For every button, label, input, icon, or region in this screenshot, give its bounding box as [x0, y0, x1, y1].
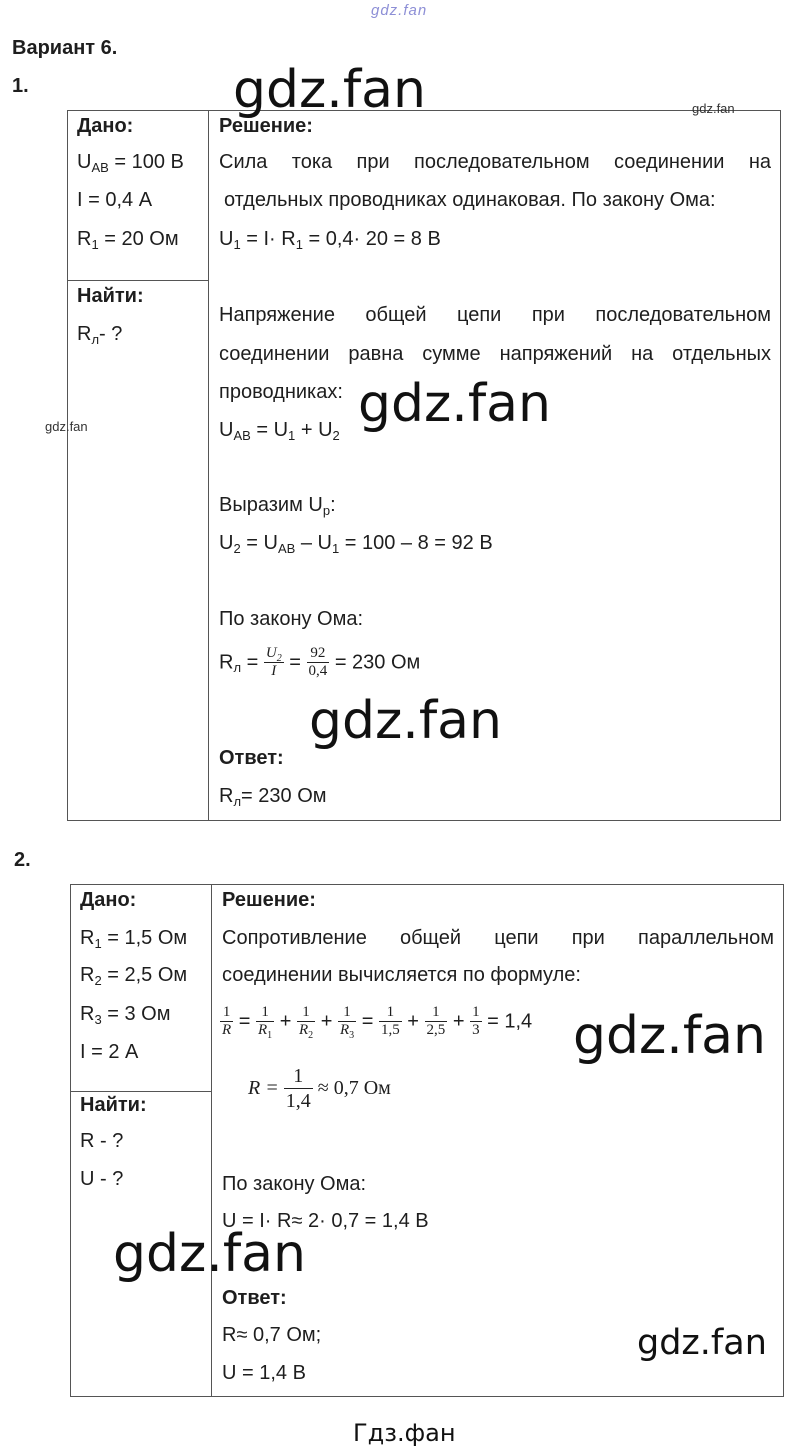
problem-2-number: 2.	[14, 849, 31, 871]
p1-given-uab: $U_{AB} = 100$ В	[77, 151, 184, 175]
p2-eq3: U = I· R≈ 2· 0,7 = 1,4 В	[222, 1210, 429, 1232]
p2-given-r3: $R_3 = 3$ Ом	[80, 1003, 171, 1027]
watermark-3: gdz.fan	[309, 691, 502, 751]
p1-given-i: I = 0,4 А	[77, 189, 153, 211]
p2-answer-2: U = 1,4 В	[222, 1362, 306, 1384]
p2-line3: По закону Ома:	[222, 1173, 367, 1195]
p2-given-r2: $R_2 = 2,5$ Ом	[80, 964, 188, 988]
p2-eq2: R = $\frac{1}{1,4}$ ≈ 0,7 Ом	[248, 1065, 391, 1112]
p2-find-r: R - ?	[80, 1130, 124, 1152]
p1-fraction-92-04: $\frac{92}{0,4}$	[308, 645, 328, 679]
p1-line3: Напряжение общей цепи при последовательном	[219, 304, 771, 326]
watermark-1: gdz.fan	[233, 60, 426, 120]
p1-line6: Выразим $U_р$:	[219, 494, 336, 518]
p2-answer-label: Ответ:	[222, 1287, 287, 1309]
p2-find-label: Найти:	[80, 1094, 147, 1116]
p1-eq3: $U_2 = U_{AB} - U_1 = 100 - 8 = 92$ В	[219, 532, 493, 556]
p1-find-label: Найти:	[77, 285, 144, 307]
variant-header: Вариант 6.	[12, 37, 118, 59]
watermark-2: gdz.fan	[358, 374, 551, 434]
p2-answer-1: R≈ 0,7 Ом;	[222, 1324, 322, 1346]
p1-line1: Сила тока при последовательном соединении на	[219, 151, 771, 173]
p1-find-rl: $R_л-$ ?	[77, 323, 123, 347]
p1-line4: соединении равна сумме напряжений на отдельных	[219, 343, 771, 365]
p2-given-r1: $R_1 = 1,5$ Ом	[80, 927, 188, 951]
p1-line5: проводниках:	[219, 381, 343, 403]
p1-answer-label: Ответ:	[219, 747, 284, 769]
p1-answer: $R_л= 230$ Ом	[219, 785, 327, 809]
p1-line2: отдельных проводниках одинаковая. По закону Ома:	[224, 189, 716, 211]
problem-1-number: 1.	[12, 75, 29, 97]
p1-eq2: $U_{AB} = U_1 + U_2$	[219, 419, 340, 443]
p1-line7: По закону Ома:	[219, 608, 364, 630]
p2-line2: соединении вычисляется по формуле:	[222, 964, 581, 986]
p1-given-label: Дано:	[77, 115, 134, 137]
p1-given-r1: $R_1 = 20$ Ом	[77, 228, 179, 252]
p1-solution-label: Решение:	[219, 115, 313, 137]
p1-eq4: $R_л$ = $\frac{U_2}{I}$ = $\frac{92}{0,4}$ = 230 Ом	[219, 645, 421, 679]
watermark-4: gdz.fan	[573, 1006, 766, 1066]
p1-fraction-u2-i: $\frac{U_2}{I}$	[265, 645, 282, 679]
p1-eq1: $U_1 = I\cdot R_1 = 0,4\cdot 20 = 8$ В	[219, 228, 441, 252]
watermark-small-2: gdz.fan	[45, 419, 88, 434]
p2-eq1: $\frac{1}{R}$ = $\frac{1}{R_1}$ + $\frac{1}{R_2}$ + $\frac{1}{R_3}$ = $\frac{1}{1,5}$ + $\frac{1}{2,5}$ + $\frac{1}{3}$ = 1,4	[222, 1004, 533, 1041]
watermark-top: gdz.fan	[371, 2, 428, 19]
footer-text: Гдз.фан	[353, 1419, 456, 1447]
p2-line1: Сопротивление общей цепи при параллельном	[222, 927, 774, 949]
watermark-small-1: gdz.fan	[692, 101, 735, 116]
watermark-6: gdz.fan	[637, 1323, 767, 1363]
p2-solution-label: Решение:	[222, 889, 316, 911]
p2-find-u: U - ?	[80, 1168, 124, 1190]
p2-given-label: Дано:	[80, 889, 137, 911]
p2-given-i: I = 2 А	[80, 1041, 139, 1063]
watermark-5: gdz.fan	[113, 1224, 306, 1284]
